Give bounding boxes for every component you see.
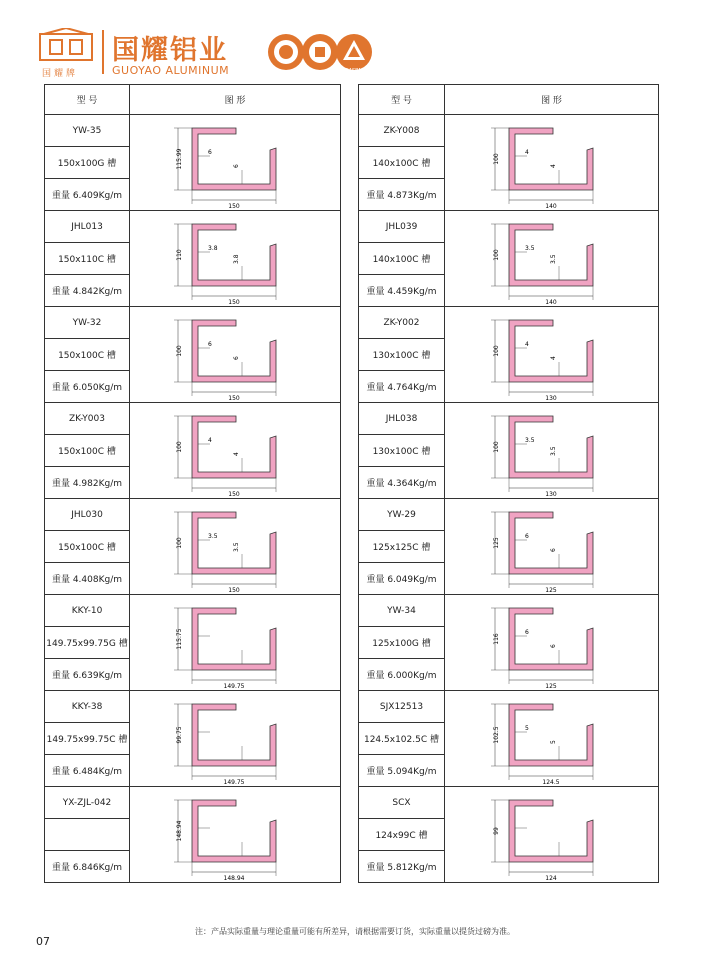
profile-model: ZK-Y008 <box>359 115 445 147</box>
dimension-wall-label: 3.5 <box>208 532 218 540</box>
dimension-base-label: 6 <box>549 643 557 648</box>
dimension-width-label: 150 <box>228 490 240 496</box>
table-row <box>359 211 659 243</box>
profile-spec: 149.75x99.75C 槽 <box>45 723 130 755</box>
dimension-height-label: 100 <box>492 152 500 165</box>
profile-figure-cell <box>445 691 659 787</box>
dimension-height-label: 99.75 <box>176 725 183 744</box>
profile-drawing <box>467 310 637 400</box>
page-number: 07 <box>36 935 50 948</box>
dimension-width-label: 125 <box>544 586 557 592</box>
profile-spec: 150x110C 槽 <box>45 243 130 275</box>
dimension-width-label: 150 <box>228 586 240 592</box>
profile-drawing <box>150 694 320 784</box>
profile-shape <box>509 704 593 766</box>
dimension-wall-label: 6 <box>524 628 529 636</box>
profile-weight: 重量 6.484Kg/m <box>45 755 130 787</box>
cert-casbm-label: CASBM <box>345 68 363 74</box>
dimension-width-label: 140 <box>544 298 557 304</box>
profile-spec: 149.75x99.75G 槽 <box>45 627 130 659</box>
profile-spec: 150x100C 槽 <box>45 531 130 563</box>
profile-shape <box>192 800 276 862</box>
brand-name-en: GUOYAO ALUMINUM <box>112 64 230 77</box>
dimension-width-label: 130 <box>544 490 557 496</box>
brand-name-cn: 国耀铝业 <box>112 35 228 66</box>
profile-figure-cell <box>445 499 659 595</box>
dimension-width-label: 124 <box>544 874 557 880</box>
profile-weight: 重量 5.094Kg/m <box>359 755 445 787</box>
page-header <box>38 28 658 78</box>
dimension-base-label: 5 <box>549 739 557 744</box>
dimension-height-label: 100 <box>492 440 500 453</box>
profile-shape <box>509 128 593 190</box>
profile-figure-cell <box>130 115 341 211</box>
profile-spec: 125x100G 槽 <box>359 627 445 659</box>
dimension-base-label: 3.5 <box>549 445 557 456</box>
profile-spec: 150x100C 槽 <box>45 339 130 371</box>
table-row <box>45 307 341 339</box>
profile-weight: 重量 4.364Kg/m <box>359 467 445 499</box>
table-row <box>45 787 341 819</box>
profile-model: SJX12513 <box>359 691 445 723</box>
dimension-base-label: 3.8 <box>233 253 240 264</box>
profile-drawing <box>467 214 637 304</box>
dimension-width-label: 150 <box>228 298 240 304</box>
profile-weight: 重量 6.049Kg/m <box>359 563 445 595</box>
profile-drawing <box>467 502 637 592</box>
profile-figure-cell <box>445 403 659 499</box>
profile-drawing <box>150 502 320 592</box>
dimension-base-label: 4 <box>549 163 557 168</box>
profile-model: SCX <box>359 787 445 819</box>
footer-note: 注：产品实际重量与理论重量可能有所差异，请根据需要订货，实际重量以提货过磅为准。 <box>195 927 515 936</box>
profile-shape <box>192 320 276 382</box>
header-divider <box>102 30 104 74</box>
dimension-base-label: 6 <box>549 547 557 552</box>
profile-shape <box>509 608 593 670</box>
profile-spec: 140x100C 槽 <box>359 243 445 275</box>
profile-weight: 重量 5.812Kg/m <box>359 851 445 883</box>
profile-spec: 150x100C 槽 <box>45 435 130 467</box>
dimension-height-label: 115.75 <box>176 628 183 649</box>
profile-figure-cell <box>445 307 659 403</box>
profile-drawing <box>467 694 637 784</box>
column-header-figure: 图 形 <box>445 85 659 115</box>
dimension-height-label: 102.5 <box>492 725 500 744</box>
profile-weight: 重量 4.408Kg/m <box>45 563 130 595</box>
logo-subtitle: 国耀牌 <box>42 69 79 79</box>
dimension-wall-label: 3.5 <box>524 436 535 444</box>
profile-drawing <box>150 406 320 496</box>
profile-model: JHL013 <box>45 211 130 243</box>
dimension-wall-label: 4 <box>524 148 529 156</box>
profile-spec <box>45 819 130 851</box>
table-row <box>359 499 659 531</box>
profile-shape <box>192 128 276 190</box>
profile-model: JHL038 <box>359 403 445 435</box>
profile-drawing <box>150 118 320 208</box>
profile-drawing <box>467 598 637 688</box>
profile-model: ZK-Y002 <box>359 307 445 339</box>
profile-model: KKY-38 <box>45 691 130 723</box>
profile-spec: 130x100C 槽 <box>359 339 445 371</box>
dimension-wall-label: 6 <box>208 148 212 156</box>
table-row <box>45 691 341 723</box>
table-row <box>359 787 659 819</box>
brand-logo-icon <box>38 28 94 64</box>
dimension-wall-label: 3.8 <box>208 244 218 252</box>
dimension-wall-label: 6 <box>524 532 529 540</box>
dimension-base-label: 6 <box>233 355 240 360</box>
dimension-width-label: 148.94 <box>223 874 245 880</box>
dimension-width-label: 130 <box>544 394 557 400</box>
dimension-height-label: 100 <box>492 344 500 357</box>
profile-weight: 重量 6.050Kg/m <box>45 371 130 403</box>
dimension-height-label: 115.99 <box>176 148 183 169</box>
dimension-width-label: 124.5 <box>541 778 560 784</box>
profile-drawing <box>150 790 320 880</box>
dimension-height-label: 99 <box>492 826 500 835</box>
profile-drawing <box>467 118 637 208</box>
profile-figure-cell <box>445 211 659 307</box>
dimension-base-label: 3.5 <box>233 541 240 552</box>
profile-figure-cell <box>130 691 341 787</box>
dimension-base-label: 6 <box>233 163 240 168</box>
profile-model: YW-32 <box>45 307 130 339</box>
profile-weight: 重量 4.982Kg/m <box>45 467 130 499</box>
profile-drawing <box>150 214 320 304</box>
profile-figure-cell <box>130 307 341 403</box>
dimension-base-label: 4 <box>549 355 557 360</box>
profile-drawing <box>467 790 637 880</box>
table-row <box>45 211 341 243</box>
profile-spec: 140x100C 槽 <box>359 147 445 179</box>
dimension-wall-label: 6 <box>208 340 212 348</box>
profile-model: KKY-10 <box>45 595 130 627</box>
profile-figure-cell <box>130 211 341 307</box>
table-row <box>359 403 659 435</box>
dimension-height-label: 116 <box>492 632 500 645</box>
dimension-width-label: 149.75 <box>223 682 245 688</box>
table-row <box>359 115 659 147</box>
profile-drawing <box>150 598 320 688</box>
dimension-height-label: 100 <box>176 536 183 549</box>
profile-model: YW-29 <box>359 499 445 531</box>
profile-weight: 重量 6.000Kg/m <box>359 659 445 691</box>
dimension-height-label: 100 <box>176 440 183 453</box>
profile-shape <box>192 608 276 670</box>
profile-weight: 重量 6.639Kg/m <box>45 659 130 691</box>
profile-model: JHL030 <box>45 499 130 531</box>
dimension-wall-label: 3.5 <box>524 244 535 252</box>
profile-spec: 124x99C 槽 <box>359 819 445 851</box>
profile-shape <box>509 512 593 574</box>
profile-drawing <box>150 310 320 400</box>
profile-weight: 重量 6.846Kg/m <box>45 851 130 883</box>
column-header-figure: 图 形 <box>130 85 341 115</box>
catalog-table-left <box>44 84 341 883</box>
profile-weight: 重量 6.409Kg/m <box>45 179 130 211</box>
profile-figure-cell <box>130 787 341 883</box>
dimension-base-label: 4 <box>233 451 240 456</box>
column-header-model: 型 号 <box>359 85 445 115</box>
profile-spec: 150x100G 槽 <box>45 147 130 179</box>
profile-figure-cell <box>445 595 659 691</box>
profile-weight: 重量 4.764Kg/m <box>359 371 445 403</box>
profile-spec: 130x100C 槽 <box>359 435 445 467</box>
profile-figure-cell <box>130 595 341 691</box>
profile-shape <box>192 704 276 766</box>
dimension-width-label: 150 <box>228 202 240 208</box>
profile-drawing <box>467 406 637 496</box>
profile-shape <box>509 320 593 382</box>
dimension-height-label: 148.94 <box>176 820 183 841</box>
catalog-table-right <box>358 84 659 883</box>
profile-figure-cell <box>130 403 341 499</box>
profile-spec: 125x125C 槽 <box>359 531 445 563</box>
table-row <box>45 499 341 531</box>
dimension-height-label: 100 <box>176 344 183 357</box>
profile-weight: 重量 4.873Kg/m <box>359 179 445 211</box>
dimension-width-label: 140 <box>544 202 557 208</box>
dimension-wall-label: 4 <box>524 340 529 348</box>
dimension-width-label: 125 <box>544 682 557 688</box>
dimension-height-label: 125 <box>492 536 500 549</box>
profile-shape <box>192 416 276 478</box>
table-row <box>45 595 341 627</box>
cert-casbm-icon <box>334 32 374 72</box>
dimension-height-label: 100 <box>492 248 500 261</box>
profile-spec: 124.5x102.5C 槽 <box>359 723 445 755</box>
dimension-wall-label: 5 <box>524 724 529 732</box>
table-row <box>45 403 341 435</box>
dimension-width-label: 150 <box>228 394 240 400</box>
profile-model: ZK-Y003 <box>45 403 130 435</box>
profile-figure-cell <box>130 499 341 595</box>
profile-model: YW-34 <box>359 595 445 627</box>
dimension-base-label: 3.5 <box>549 253 557 264</box>
profile-weight: 重量 4.842Kg/m <box>45 275 130 307</box>
dimension-wall-label: 4 <box>208 436 212 444</box>
profile-model: YX-ZJL-042 <box>45 787 130 819</box>
table-row <box>359 595 659 627</box>
dimension-height-label: 110 <box>176 248 183 261</box>
profile-model: YW-35 <box>45 115 130 147</box>
profile-shape <box>509 800 593 862</box>
table-row <box>359 307 659 339</box>
profile-figure-cell <box>445 787 659 883</box>
table-row <box>359 691 659 723</box>
profile-weight: 重量 4.459Kg/m <box>359 275 445 307</box>
profile-model: JHL039 <box>359 211 445 243</box>
column-header-model: 型 号 <box>45 85 130 115</box>
profile-figure-cell <box>445 115 659 211</box>
table-row <box>45 115 341 147</box>
dimension-width-label: 149.75 <box>223 778 245 784</box>
